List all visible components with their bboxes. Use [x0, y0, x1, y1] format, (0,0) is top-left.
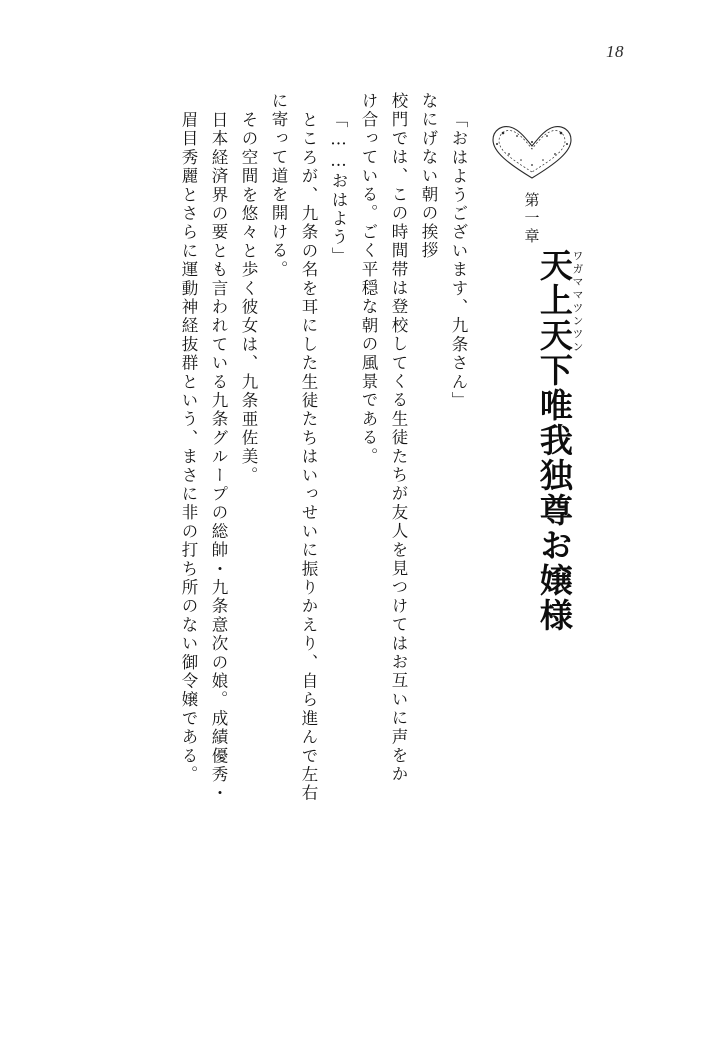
- text-column: け合っている。ごく平穏な朝の風景である。: [359, 92, 378, 466]
- chapter-label: 第一章: [522, 192, 541, 246]
- text-column: 「おはようございます、九条さん」: [449, 111, 468, 411]
- text-column: 「……おはよう」: [329, 111, 348, 266]
- page-number: 18: [606, 42, 624, 61]
- chapter-title-group: [536, 248, 584, 633]
- body-text: [70, 92, 466, 972]
- text-column: その空間を悠々と歩く彼女は、九条亜佐美。: [239, 111, 258, 485]
- text-column: に寄って道を開ける。: [269, 92, 288, 279]
- text-column: ところが、九条の名を耳にした生徒たちはいっせいに振りかえり、自ら進んで左右: [299, 111, 318, 803]
- chapter-heading: [472, 120, 592, 633]
- text-column: 校門では、この時間帯は登校してくる生徒たちが友人を見つけてはお互いに声をか: [389, 92, 408, 784]
- text-column: 日本経済界の要とも言われている九条グループの総帥・九条意次の娘。成績優秀・: [209, 111, 228, 803]
- chapter-title-ruby: ワガママツンツン: [571, 250, 584, 354]
- heart-ornament-icon: [472, 120, 592, 186]
- text-column: 眉目秀麗とさらに運動神経抜群という、まさに非の打ち所のない御令嬢である。: [179, 111, 198, 785]
- chapter-title: 天上天下唯我独尊お嬢様: [534, 248, 574, 633]
- text-column: なにげない朝の挨拶: [419, 92, 438, 261]
